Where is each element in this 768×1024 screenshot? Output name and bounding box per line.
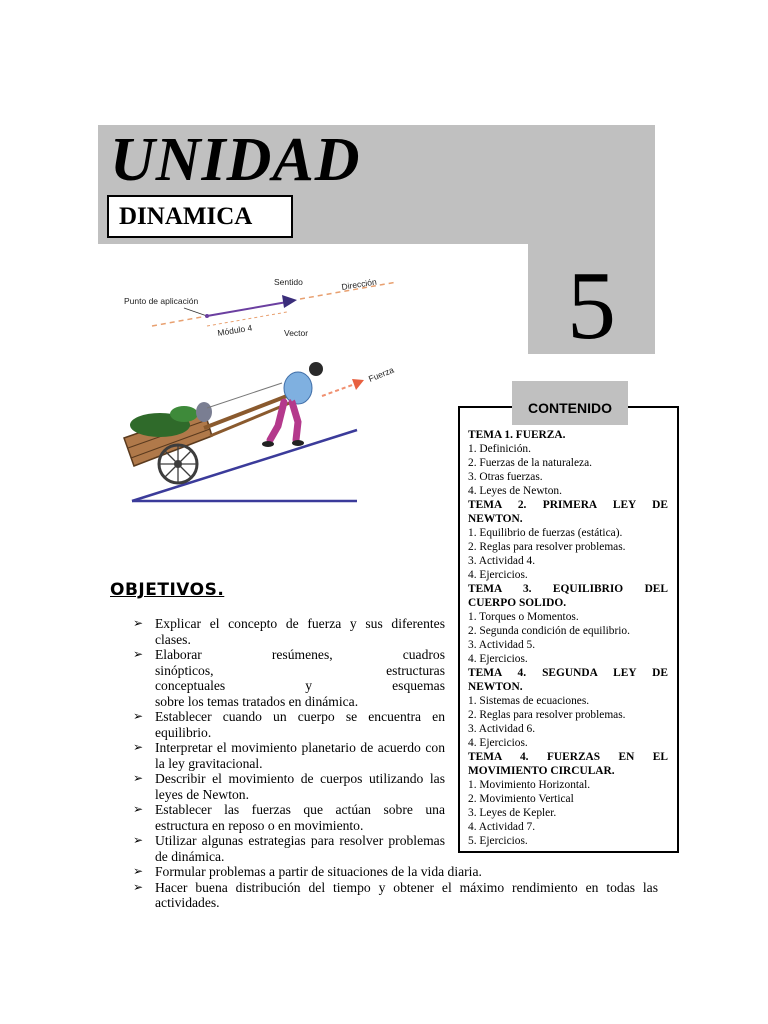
force-arrow: [322, 365, 396, 396]
contents-item: 3. Leyes de Kepler.: [468, 807, 557, 819]
contents-item: 3. Actividad 6.: [468, 723, 536, 735]
objective-text: Formular problemas a partir de situaciones de la vida diaria.: [155, 864, 482, 879]
objective-text: Hacer buena distribución del tiempo y obtener el máximo rendimiento en todas las actividades.: [155, 879, 658, 910]
contents-item: 1. Definición.: [468, 443, 531, 455]
contents-topic: TEMA 2. PRIMERA LEY DE: [468, 499, 668, 511]
label-modulo: Módulo 4: [216, 322, 253, 338]
contents-item: 1. Sistemas de ecuaciones.: [468, 695, 590, 707]
label-vector: Vector: [284, 328, 309, 338]
objective-line: sinópticos, estructuras: [155, 662, 445, 678]
contents-item: 5. Ejercicios.: [468, 835, 528, 847]
contents-label: CONTENIDO: [528, 400, 612, 416]
unit-subtitle-box: [107, 195, 293, 238]
person: [262, 362, 323, 447]
contents-topic: NEWTON.: [468, 681, 523, 693]
label-fuerza: Fuerza: [367, 364, 396, 384]
arrowhead-bullet-icon: ➢: [133, 802, 144, 816]
contents-item: 1. Movimiento Horizontal.: [468, 779, 591, 791]
label-punto: Punto de aplicación: [124, 296, 199, 306]
contents-item: 2. Reglas para resolver problemas.: [468, 541, 626, 553]
objectives-heading: OBJETIVOS.: [110, 580, 225, 600]
contents-item: 3. Actividad 4.: [468, 555, 536, 567]
objective-item: [133, 864, 658, 880]
contents-topic: TEMA 1. FUERZA.: [468, 429, 566, 441]
contents-item: 4. Ejercicios.: [468, 737, 528, 749]
objective-text: Describir el movimiento de cuerpos utilizando las leyes de Newton.: [155, 771, 445, 802]
contents-topic: TEMA 3. EQUILIBRIO DEL: [468, 583, 668, 595]
arrowhead-bullet-icon: ➢: [133, 879, 144, 894]
objective-text: Establecer cuando un cuerpo se encuentra en equilibrio.: [155, 709, 445, 740]
arrowhead-bullet-icon: ➢: [133, 709, 144, 723]
objective-text: Explicar el concepto de fuerza y sus diferentes clases.: [155, 616, 445, 647]
objective-item: [133, 647, 445, 709]
objectives-list: [133, 616, 658, 911]
objective-item: [133, 740, 445, 771]
objective-item: [133, 833, 445, 864]
arrowhead-bullet-icon: ➢: [133, 771, 144, 785]
label-sentido: Sentido: [274, 277, 303, 287]
arrowhead-bullet-icon: ➢: [133, 864, 144, 878]
contents-topic: TEMA 4. FUERZAS EN EL: [468, 751, 668, 763]
objective-item: [133, 616, 445, 647]
contents-item: 3. Otras fuerzas.: [468, 471, 543, 483]
arrowhead-bullet-icon: ➢: [133, 616, 144, 630]
objective-line: sobre los temas tratados en dinámica.: [155, 693, 359, 709]
objective-item: [133, 709, 445, 740]
contents-item: 4. Ejercicios.: [468, 569, 528, 581]
contents-item: 2. Reglas para resolver problemas.: [468, 709, 626, 721]
objective-item: [133, 802, 445, 833]
vector-diagram: [124, 277, 397, 338]
force-illustration: [112, 268, 412, 508]
contents-topic: TEMA 4. SEGUNDA LEY DE: [468, 667, 668, 679]
arrowhead-bullet-icon: ➢: [133, 833, 144, 847]
contents-item: 1. Equilibrio de fuerzas (estática).: [468, 527, 623, 539]
unit-title: UNIDAD: [110, 126, 361, 194]
arrowhead-bullet-icon: ➢: [133, 740, 144, 754]
objective-item: [133, 771, 445, 802]
unit-subtitle: DINAMICA: [119, 203, 253, 230]
contents-item: 3. Actividad 5.: [468, 639, 536, 651]
unit-number: 5: [567, 252, 616, 360]
contents-item: 1. Torques o Momentos.: [468, 611, 579, 623]
arrowhead-bullet-icon: ➢: [133, 647, 144, 661]
contents-topic: MOVIMIENTO CIRCULAR.: [468, 765, 615, 777]
objective-item: [133, 880, 658, 911]
objective-line: conceptuales y esquemas: [155, 678, 445, 693]
objective-text: Interpretar el movimiento planetario de acuerdo con la ley gravitacional.: [155, 740, 445, 771]
label-direccion: Dirección: [340, 276, 378, 292]
contents-item: 2. Fuerzas de la naturaleza.: [468, 457, 592, 469]
contents-item: 2. Segunda condición de equilibrio.: [468, 625, 630, 637]
contents-topic: NEWTON.: [468, 513, 523, 525]
cart: [124, 383, 292, 483]
objective-text: Establecer las fuerzas que actúan sobre una estructura en reposo o en movimiento.: [155, 802, 445, 833]
contents-item: 2. Movimiento Vertical: [468, 793, 574, 805]
contents-tab: [512, 381, 628, 425]
contents-item: 4. Actividad 7.: [468, 821, 536, 833]
objective-text: Utilizar algunas estrategias para resolver problemas de dinámica.: [155, 833, 445, 864]
objective-line: Elaborar resúmenes, cuadros: [155, 647, 445, 662]
contents-topic: CUERPO SOLIDO.: [468, 597, 567, 609]
arrowhead-icon: [282, 295, 297, 308]
objective-text: [155, 647, 445, 709]
contents-item: 4. Leyes de Newton.: [468, 485, 562, 497]
contents-item: 4. Ejercicios.: [468, 653, 528, 665]
